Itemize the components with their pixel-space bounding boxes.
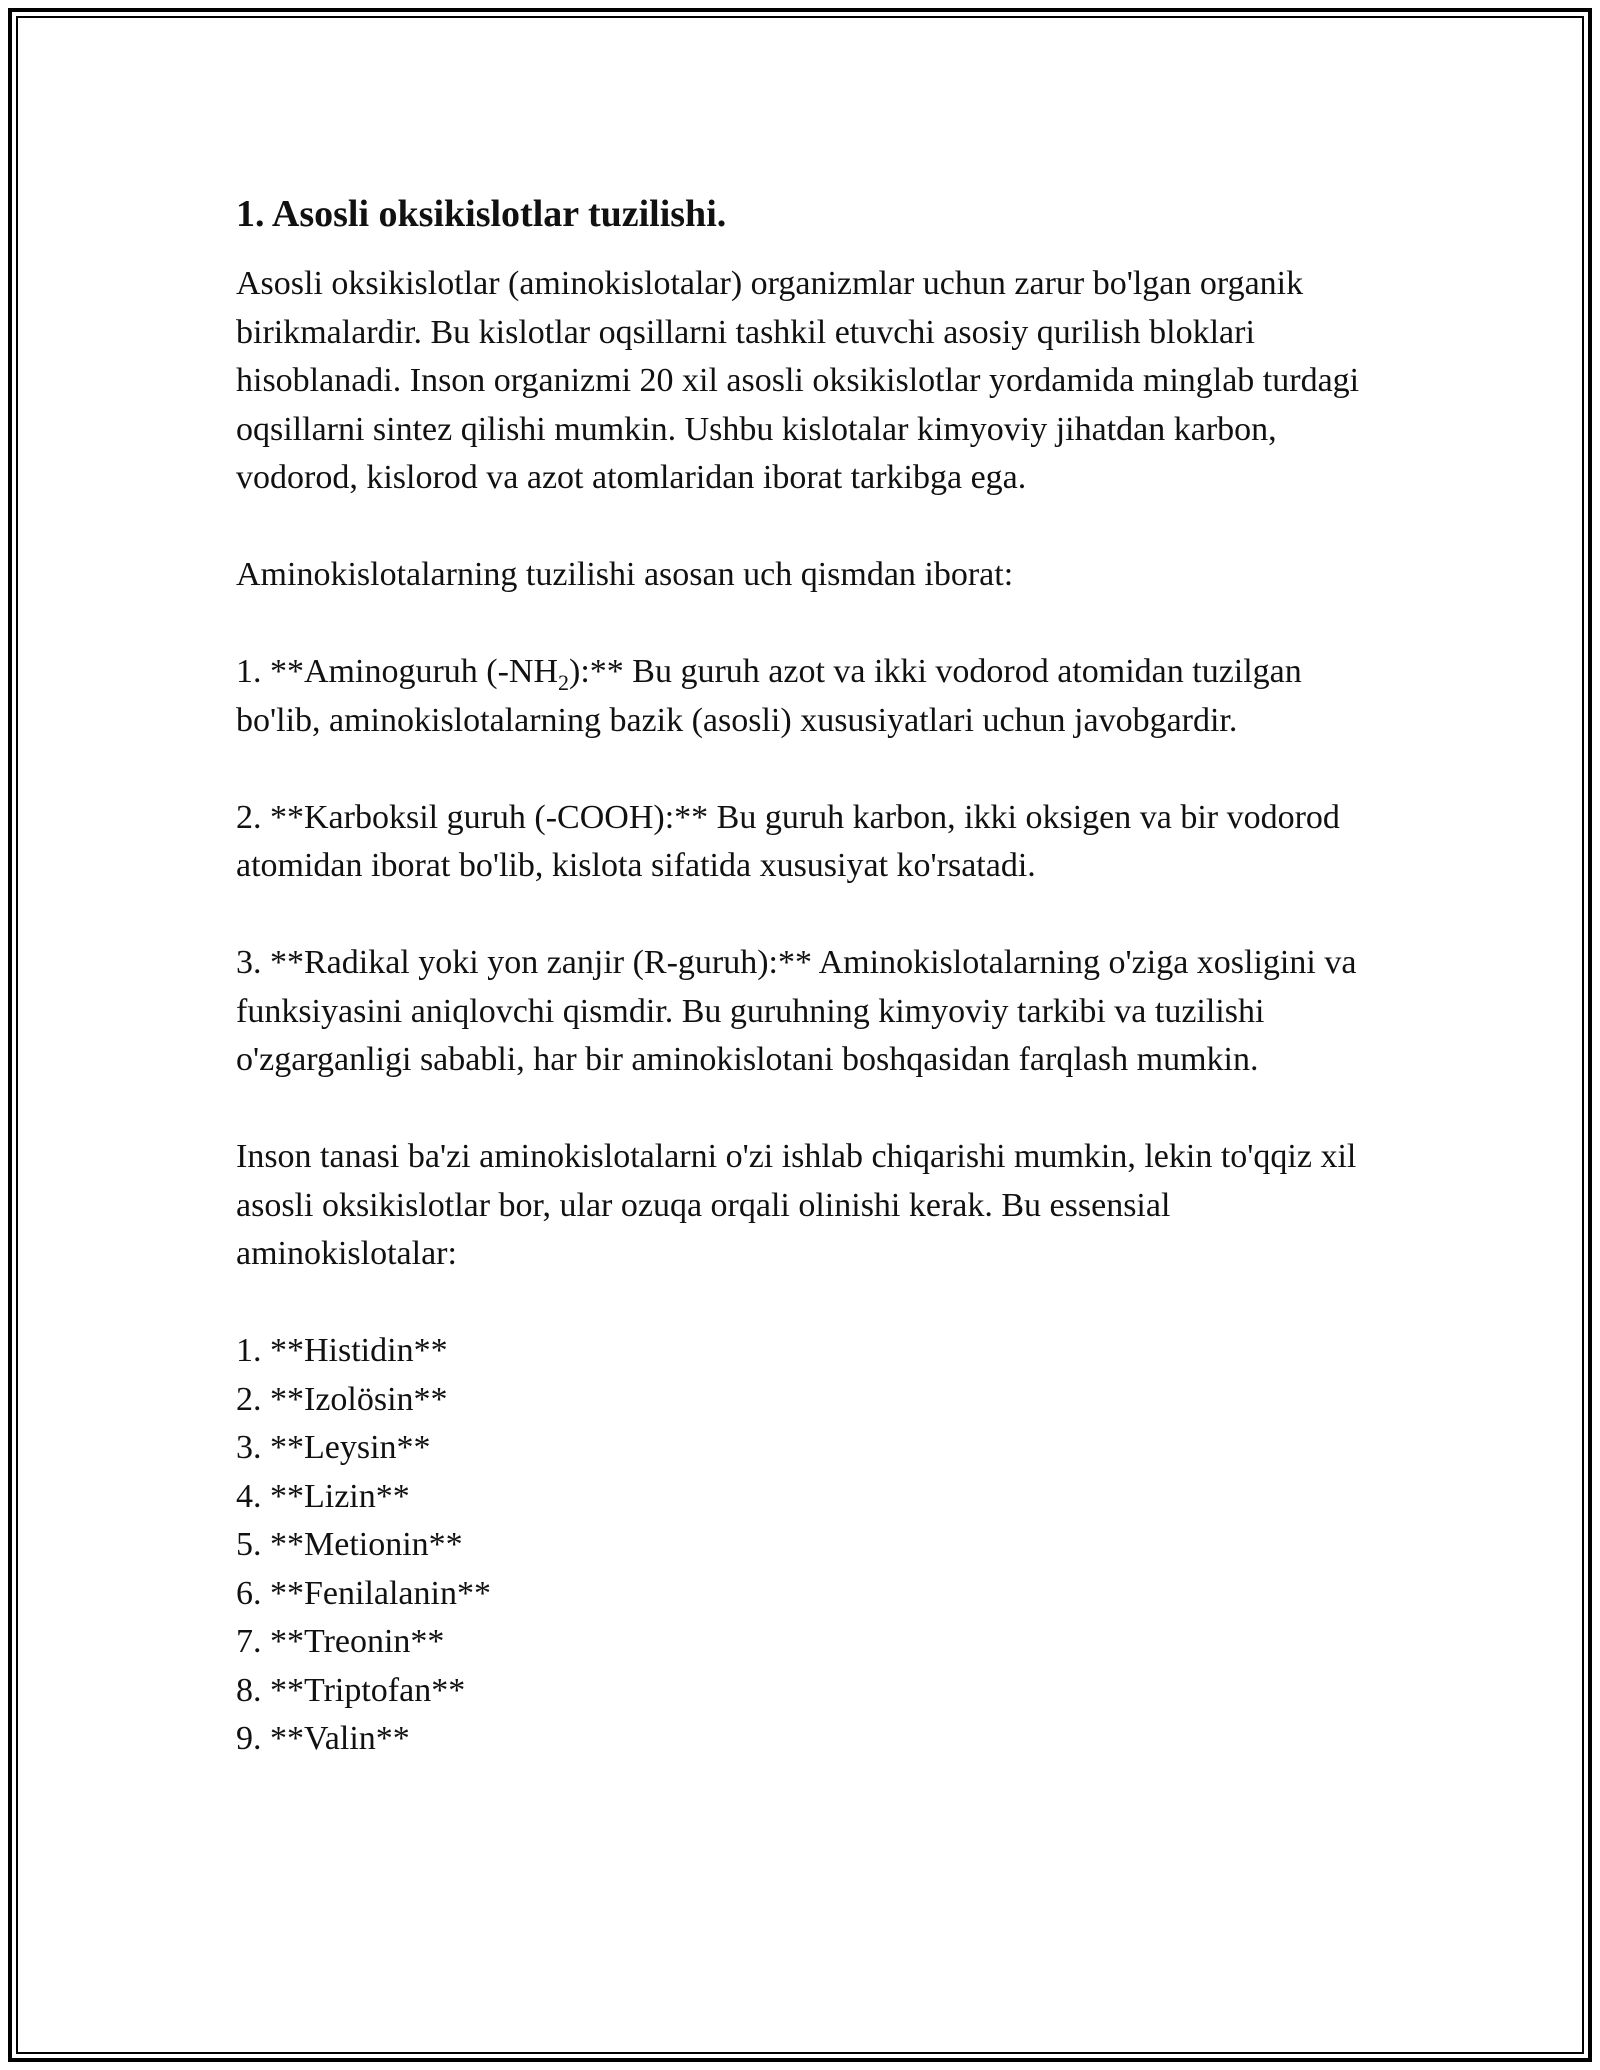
amino-group-subscript: 2 [558, 669, 570, 695]
structure-intro-paragraph: Aminokislotalarning tuzilishi asosan uch qismdan iborat: [236, 556, 1014, 593]
structure-part-radical: 3. **Radikal yoki yon zanjir (R-guruh):** Aminokislotalarning o'ziga xosligini va funksiyasini aniqlovchi qismdir. Bu guruhning kimyoviy tarkibi va tuzilishi o'zgarganligi sababli, har bir aminokislotani boshqasidan farqlash mumkin. [236, 944, 1357, 1078]
intro-paragraph: Asosli oksikislotlar (aminokislotalar) organizmlar uchun zarur bo'lgan organik birikmalardir. Bu kislotlar oqsillarni tashkil etuvchi asosiy qurilish bloklari hisoblanadi. Inson organizmi 20 xil asosli oksikislotlar yordamida minglab turdagi oqsillarni sintez qilishi mumkin. Ushbu kislotalar kimyoviy jihatdan karbon, vodorod, kislorod va azot atomlaridan iborat tarkibga ega. [236, 265, 1360, 496]
list-item: 2. **Izolösin** [236, 1380, 448, 1418]
list-item: 4. **Lizin** [236, 1477, 410, 1515]
list-item: 9. **Valin** [236, 1720, 410, 1757]
paragraph-spacer [236, 1279, 1376, 1328]
paragraph-spacer [236, 1085, 1376, 1134]
essential-amino-acid-list [236, 1327, 1376, 1764]
paragraph-spacer [236, 891, 1376, 940]
structure-part-carboxyl-group: 2. **Karboksil guruh (-COOH):** Bu guruh karbon, ikki oksigen va bir vodorod atomidan iborat bo'lib, kislota sifatida xususiyat ko'rsatadi. [236, 798, 1340, 884]
document-body [236, 188, 1376, 1764]
paragraph-spacer [236, 745, 1376, 794]
page-title: 1. Asosli oksikislotlar tuzilishi. [236, 193, 727, 235]
structure-part-amino-group [236, 648, 1376, 745]
amino-group-suffix: ):** Bu guruh azot va ikki vodorod atomidan tuzilgan bo'lib, aminokislotalarning bazik (asosli) xususiyatlari uchun javobgardir. [236, 653, 1302, 739]
list-item: 3. **Leysin** [236, 1429, 431, 1466]
list-item: 6. **Fenilalanin** [236, 1574, 491, 1612]
amino-group-prefix: 1. **Aminoguruh (-NH [236, 653, 559, 690]
list-item: 1. **Histidin** [236, 1332, 448, 1369]
list-item: 5. **Metionin** [236, 1526, 463, 1563]
paragraph-spacer [236, 600, 1376, 649]
list-item: 7. **Treonin** [236, 1623, 445, 1660]
essential-intro-paragraph: Inson tanasi ba'zi aminokislotalarni o'zi ishlab chiqarishi mumkin, lekin to'qqiz xil asosli oksikislotlar bor, ular ozuqa orqali olinishi kerak. Bu essensial aminokislotalar: [236, 1138, 1357, 1272]
paragraph-spacer [236, 503, 1376, 552]
list-item: 8. **Triptofan** [236, 1671, 466, 1709]
